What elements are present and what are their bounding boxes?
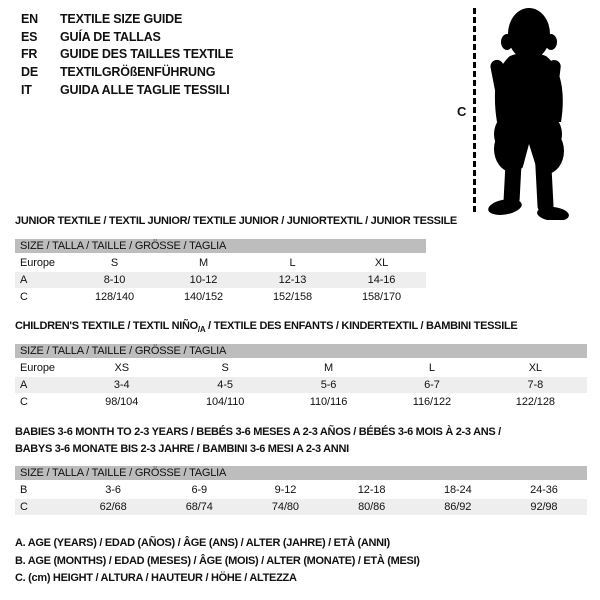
size-cell: S — [110, 257, 119, 269]
table-row-europe — [15, 255, 426, 271]
junior-size-table — [15, 239, 426, 306]
row-label: Europe — [20, 257, 55, 269]
language-row-de — [21, 63, 233, 81]
footnote-age-years: A. AGE (YEARS) / EDAD (AÑOS) / ÂGE (ANS) / ALTER (JAHRE) / ETÀ (ANNI) — [15, 537, 390, 549]
height-cell: 116/122 — [412, 396, 452, 408]
size-cell: XL — [528, 362, 542, 374]
age-cell: 12-18 — [357, 484, 386, 496]
size-cell: S — [221, 362, 229, 374]
height-cell: 152/158 — [272, 291, 313, 303]
size-cell: M — [323, 362, 334, 374]
height-cell: 92/98 — [530, 501, 558, 513]
height-cell: 158/170 — [361, 291, 402, 303]
children-title-subscript: /A — [197, 325, 206, 335]
height-cell: 128/140 — [94, 291, 135, 303]
table-row-height-cm — [15, 289, 426, 305]
size-header-bar — [15, 466, 587, 480]
row-label: C — [20, 291, 28, 303]
size-cell: L — [289, 257, 296, 269]
age-cell: 5-6 — [320, 379, 337, 391]
babies-title-line1: BABIES 3-6 MONTH TO 2-3 YEARS / BEBÉS 3-6 MESES A 2-3 AÑOS / BÉBÉS 3-6 MOIS À 2-3 ANS / — [15, 426, 501, 438]
age-cell: 18-24 — [443, 484, 472, 496]
babies-size-table — [15, 466, 587, 516]
footnote-height-cm: C. (cm) HEIGHT / ALTURA / HAUTEUR / HÖHE / ALTEZZA — [15, 572, 297, 584]
language-row-it — [21, 81, 233, 99]
age-cell: 8-10 — [103, 274, 126, 286]
size-header-bar — [15, 344, 587, 358]
language-code: FR — [21, 47, 38, 62]
age-cell: 9-12 — [274, 484, 297, 496]
children-title-text: / TEXTILE DES ENFANTS / KINDERTEXTIL / BAMBINI TESSILE — [205, 320, 518, 332]
row-label: Europe — [20, 362, 55, 374]
age-cell: 10-12 — [189, 274, 218, 286]
row-label: A — [20, 274, 28, 286]
age-cell: 14-16 — [367, 274, 396, 286]
size-cell: XL — [374, 257, 389, 269]
table-row-height-cm — [15, 499, 587, 515]
age-cell: 7-8 — [527, 379, 544, 391]
language-code: EN — [21, 11, 38, 26]
language-row-es — [21, 28, 233, 46]
size-header-label: SIZE / TALLA / TAILLE / GRÖSSE / TAGLIA — [20, 345, 227, 357]
size-header-label: SIZE / TALLA / TAILLE / GRÖSSE / TAGLIA — [20, 240, 227, 252]
language-header — [21, 10, 233, 98]
row-label: C — [20, 501, 28, 513]
legend-footnotes — [15, 535, 420, 588]
language-title: GUIDA ALLE TAGLIE TESSILI — [60, 82, 230, 97]
size-header-label: SIZE / TALLA / TAILLE / GRÖSSE / TAGLIA — [20, 467, 227, 479]
age-cell: 4-5 — [217, 379, 233, 391]
language-title: GUIDE DES TAILLES TEXTILE — [60, 47, 234, 62]
table-row-age-months — [15, 482, 587, 498]
footnote-age-months: B. AGE (MONTHS) / EDAD (MESES) / ÂGE (MOIS) / ALTER (MONATE) / ETÀ (MESI) — [15, 554, 420, 567]
height-cell: 110/116 — [309, 396, 348, 408]
size-cell: XS — [114, 362, 129, 374]
height-cell: 86/92 — [444, 501, 472, 513]
language-row-en — [21, 10, 233, 28]
height-cell: 122/128 — [515, 396, 555, 408]
language-title: TEXTILE SIZE GUIDE — [60, 11, 183, 26]
age-cell: 24-36 — [530, 484, 558, 496]
language-code: DE — [21, 64, 38, 79]
height-cell: 98/104 — [105, 396, 139, 408]
height-cell: 104/110 — [205, 396, 245, 408]
language-code: IT — [21, 82, 32, 97]
age-cell: 12-13 — [278, 274, 307, 286]
table-row-height-cm — [15, 394, 587, 410]
babies-table-title — [15, 424, 501, 458]
babies-title-line2: BABYS 3-6 MONATE BIS 2-3 JAHRE / BAMBINI 3-6 MESI A 2-3 ANNI — [15, 443, 349, 455]
age-cell: 3-4 — [113, 379, 130, 391]
table-row-europe — [15, 360, 587, 376]
children-size-table — [15, 344, 587, 411]
language-code: ES — [21, 29, 38, 44]
height-cell: 68/74 — [185, 501, 213, 513]
height-cell: 74/80 — [271, 501, 299, 513]
height-figure — [450, 0, 600, 232]
height-measure-label: C — [457, 104, 467, 119]
junior-table-title: JUNIOR TEXTILE / TEXTIL JUNIOR/ TEXTILE JUNIOR / JUNIORTEXTIL / JUNIOR TESSILE — [15, 215, 457, 227]
table-row-age-years — [15, 272, 426, 288]
size-header-bar — [15, 239, 426, 253]
height-measure-dashed-line — [473, 8, 476, 212]
language-title: TEXTILGRÖßENFÜHRUNG — [60, 64, 216, 79]
row-label: B — [20, 484, 28, 496]
row-label: A — [20, 379, 28, 391]
baby-silhouette-icon — [482, 4, 588, 220]
children-title-text: CHILDREN'S TEXTILE / TEXTIL NIÑO — [15, 320, 198, 332]
children-table-title — [15, 320, 517, 336]
language-title: GUÍA DE TALLAS — [60, 29, 161, 44]
height-cell: 80/86 — [358, 501, 386, 513]
age-cell: 3-6 — [105, 484, 121, 496]
height-cell: 140/152 — [183, 291, 224, 303]
row-label: C — [20, 396, 28, 408]
age-cell: 6-7 — [424, 379, 440, 391]
height-cell: 62/68 — [99, 501, 127, 513]
size-cell: L — [428, 362, 435, 374]
language-row-fr — [21, 45, 233, 63]
table-row-age-years — [15, 377, 587, 393]
size-cell: M — [198, 257, 209, 269]
age-cell: 6-9 — [191, 484, 208, 496]
